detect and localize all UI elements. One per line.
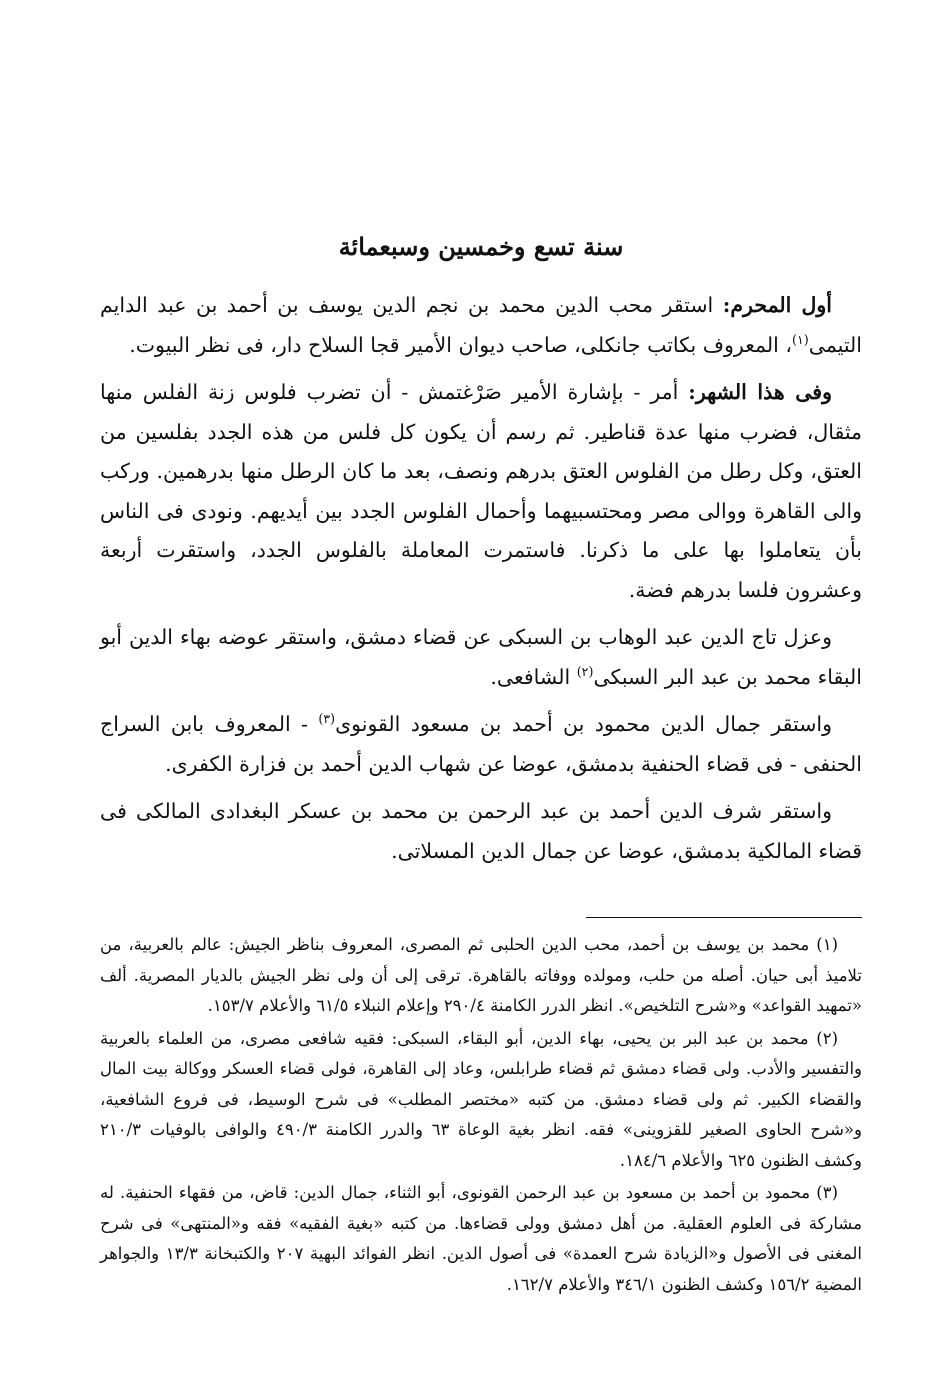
paragraph-lead: أول المحرم: [722,293,832,317]
paragraph-text: الشافعى. [490,664,577,689]
footnote-text: محمد بن يوسف بن أحمد، محب الدين الحلبى ثم المصرى، المعروف بناظر الجيش: عالم بالعربية، من تلاميذ أبى حيان. أصله من حلب، ومولده ووفاته بالقاهرة. ترقى إلى أن ولى نظر الجيش بالديار المصرية. ألف «تمهيد القواعد» و«شرح التلخيص». انظر الدرر الكامنة ٢٩٠/٤ وإعلام النبلاء ٦١/٥ والأعلام ١٥٣/٧. [100,935,862,1015]
paragraph-text: ، المعروف بكاتب جانكلى، صاحب ديوان الأمير قجا السلاح دار، فى نظر البيوت. [129,332,792,357]
main-text [100,286,862,879]
footnote-3 [100,1178,862,1300]
footnote-text: محمود بن أحمد بن مسعود بن عبد الرحمن القونوى، أبو الثناء، جمال الدين: قاض، من فقهاء الحنفية. له مشاركة فى العلوم العقلية. من أهل دمشق وولى قضاءها. من كتبه «بغية الفقيه» فقه و«المنتهى» فى شرح المغنى فى الأصول و«الزيادة شرح العمدة» فى أصول الدين. انظر الفوائد البهية ٢٠٧ والكتبخانة ١٣/٣ والجواهر المضية ١٥٦/٢ وكشف الظنون ٣٤٦/١ والأعلام ١٦٢/٧. [100,1183,862,1294]
paragraph-coinage [100,373,862,610]
paragraph-text: وعزل تاج الدين عبد الوهاب بن السبكى عن قضاء دمشق، واستقر عوضه بهاء الدين أبو البقاء محمد بن عبد البر السبكى [100,625,862,689]
footnote-ref-3: (٣) [318,711,336,727]
footnotes [100,930,862,1302]
book-page [100,0,862,1384]
footnote-number: (٢) [816,1028,838,1048]
paragraph-text: واستقر جمال الدين محمود بن أحمد بن مسعود القونوى [335,712,832,736]
footnote-number: (٣) [816,1183,838,1202]
footnote-ref-1: (١) [791,331,809,347]
paragraph-subki [100,618,862,697]
footnote-2 [100,1024,862,1177]
year-heading: سنة تسع وخمسين وسبعمائة [338,232,624,261]
footnote-1 [100,930,862,1022]
paragraph-qunawi [100,705,862,784]
footnote-ref-2: (٢) [576,663,594,679]
footnote-number: (١) [816,935,838,954]
paragraph-text: واستقر شرف الدين أحمد بن عبد الرحمن بن محمد بن عسكر البغدادى المالكى فى قضاء المالكية بدمشق، عوضا عن جمال الدين المسلاتى. [100,799,862,863]
footnote-text: محمد بن عبد البر بن يحيى، بهاء الدين، أبو البقاء، السبكى: فقيه شافعى مصرى، من العلماء بالعربية والتفسير والأدب. ولى قضاء دمشق ثم قضاء طرابلس، وعاد إلى القاهرة، فولى قضاء العسكر ووكالة بيت المال والقضاء الكبير. ثم ولى قضاء دمشق. من كتبه «مختصر المطلب» فى شرح الوسيط، فى فروع الشافعية، و«شرح الحاوى الصغير للقزوينى» فقه. انظر بغية الوعاة ٦٣ والدرر الكامنة ٤٩٠/٣ والوافى بالوفيات ٢١٠/٣ وكشف الظنون ٦٢٥ والأعلام ١٨٤/٦. [100,1028,862,1170]
paragraph-lead: وفى هذا الشهر: [688,380,832,404]
paragraph-maliki [100,792,862,871]
paragraph-text: - المعروف بابن السراج الحنفى - فى قضاء الحنفية بدمشق، عوضا عن شهاب الدين أحمد بن فزارة الكفرى. [100,712,862,776]
paragraph-muharram [100,286,862,365]
footnote-divider [586,917,862,918]
paragraph-text: استقر محب الدين محمد بن نجم الدين يوسف بن أحمد بن عبد الدايم التيمى [100,293,862,357]
paragraph-text: أمر - بإشارة الأمير صَرْغتمش - أن تضرب فلوس زنة الفلس منها مثقال، فضرب منها عدة قناطير. ثم رسم أن يكون كل فلس من هذه الجدد بفلسين من العتق، وكل رطل من الفلوس العتق بدرهم ونصف، بعد ما كان الرطل منها بدرهمين. وركب والى القاهرة ووالى مصر ومحتسبيهما وأحمال الفلوس الجدد بين أيديهم. ونودى فى الناس بأن يتعاملوا بها على ما ذكرنا. فاستمرت المعاملة بالفلوس الجدد، واستقرت أربعة وعشرون فلسا بدرهم فضة. [100,380,862,602]
